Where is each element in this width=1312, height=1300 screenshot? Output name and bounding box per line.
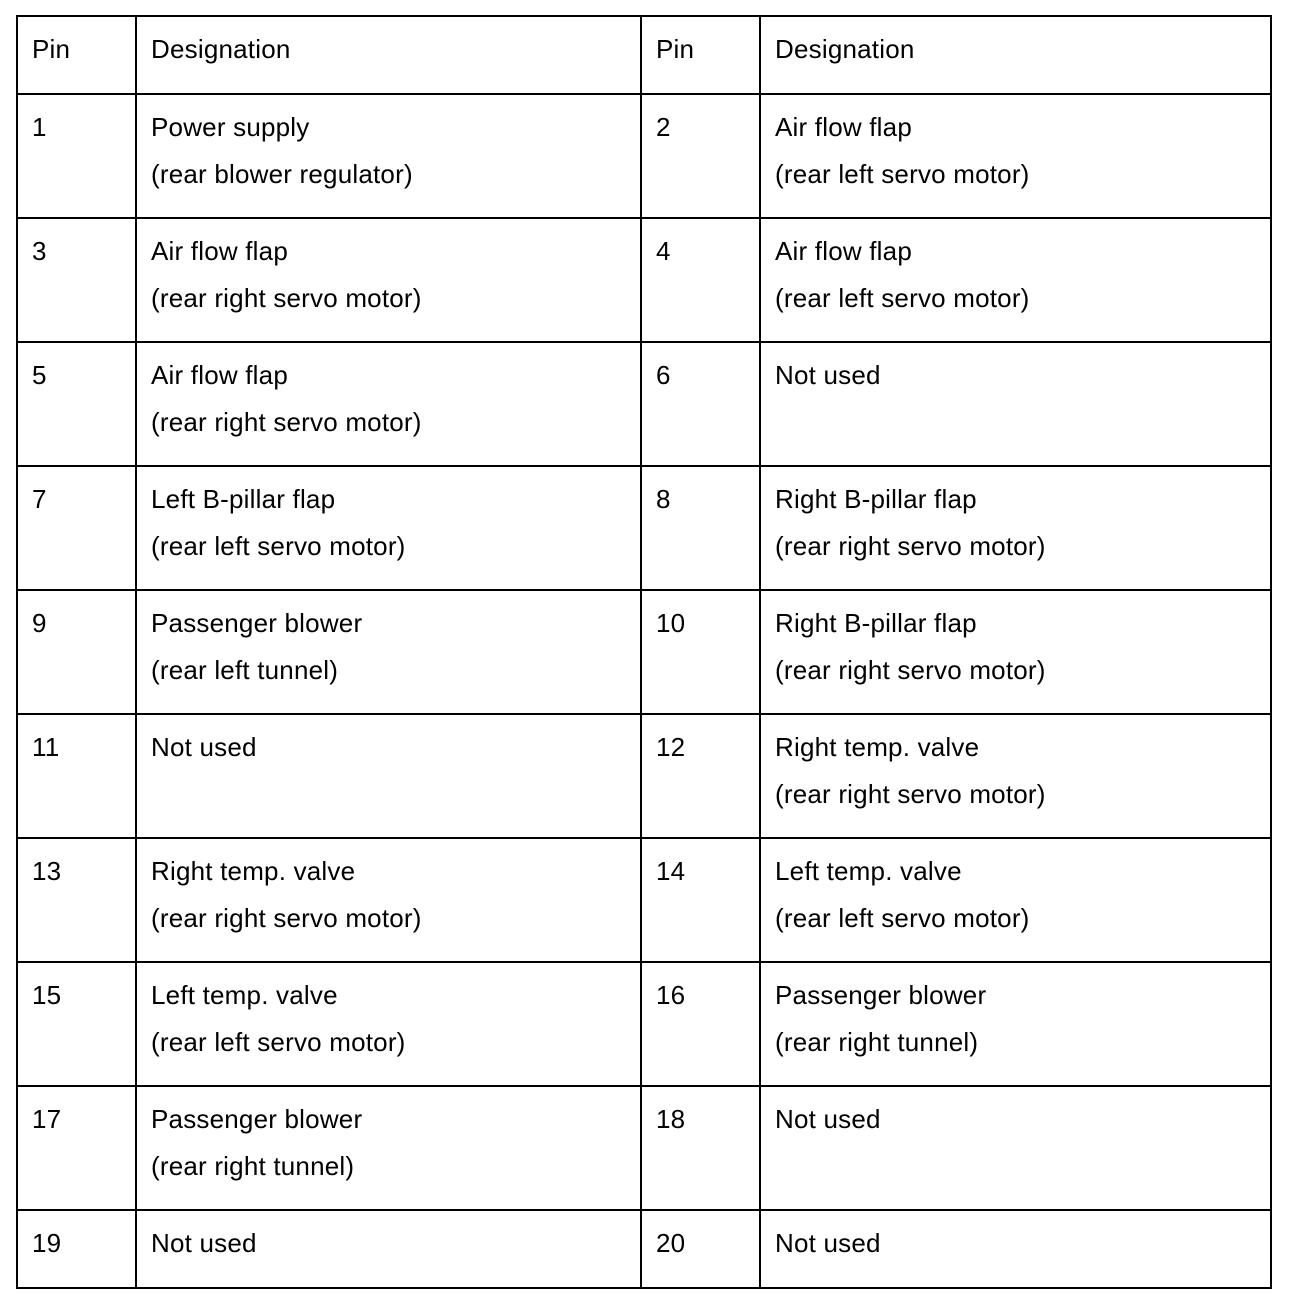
pin-number-left: 19 <box>17 1210 136 1288</box>
table-row <box>17 590 1271 714</box>
designation-line-1: Right temp. valve <box>775 732 980 762</box>
table-row <box>17 94 1271 218</box>
designation-line-1: Air flow flap <box>151 360 288 390</box>
designation-line-1: Right B-pillar flap <box>775 484 977 514</box>
pin-number-left: 11 <box>17 714 136 838</box>
pin-assignment-table <box>16 15 1272 1289</box>
designation-right <box>760 590 1271 714</box>
designation-line-2: (rear right servo motor) <box>775 531 1046 561</box>
designation-line-2: (rear right servo motor) <box>775 655 1046 685</box>
designation-line-1: Right temp. valve <box>151 856 356 886</box>
designation-line-2: (rear left servo motor) <box>775 903 1030 933</box>
table-header-row <box>17 16 1271 94</box>
pin-number-right: 6 <box>641 342 760 466</box>
designation-line-2: (rear left servo motor) <box>151 531 406 561</box>
designation-right <box>760 466 1271 590</box>
designation-right <box>760 94 1271 218</box>
table-row <box>17 1086 1271 1210</box>
pin-number-left: 9 <box>17 590 136 714</box>
designation-line-2: (rear right tunnel) <box>775 1027 979 1057</box>
designation-line-1: Left B-pillar flap <box>151 484 336 514</box>
pin-number-right: 18 <box>641 1086 760 1210</box>
designation-left <box>136 1210 641 1288</box>
designation-line-1: Not used <box>151 732 257 762</box>
designation-line-1: Air flow flap <box>775 236 912 266</box>
designation-left <box>136 1086 641 1210</box>
designation-right <box>760 1210 1271 1288</box>
designation-line-1: Left temp. valve <box>151 980 338 1010</box>
designation-line-2: (rear right servo motor) <box>775 779 1046 809</box>
header-pin-left: Pin <box>17 16 136 94</box>
table-row <box>17 962 1271 1086</box>
header-designation-left: Designation <box>136 16 641 94</box>
designation-line-1: Passenger blower <box>151 608 363 638</box>
designation-left <box>136 590 641 714</box>
table-body <box>17 94 1271 1288</box>
designation-left <box>136 218 641 342</box>
designation-right <box>760 342 1271 466</box>
designation-line-2: (rear right servo motor) <box>151 283 422 313</box>
designation-right <box>760 838 1271 962</box>
pin-number-right: 12 <box>641 714 760 838</box>
pin-number-right: 2 <box>641 94 760 218</box>
pin-number-right: 4 <box>641 218 760 342</box>
designation-line-2: (rear blower regulator) <box>151 159 413 189</box>
designation-line-2: (rear right servo motor) <box>151 903 422 933</box>
table-row <box>17 466 1271 590</box>
table-row <box>17 342 1271 466</box>
designation-line-1: Not used <box>775 360 881 390</box>
designation-line-2: (rear left servo motor) <box>775 283 1030 313</box>
designation-line-2: (rear right tunnel) <box>151 1151 355 1181</box>
designation-left <box>136 962 641 1086</box>
designation-left <box>136 838 641 962</box>
designation-line-2: (rear right servo motor) <box>151 407 422 437</box>
pin-number-right: 10 <box>641 590 760 714</box>
designation-line-1: Passenger blower <box>151 1104 363 1134</box>
designation-right <box>760 714 1271 838</box>
designation-line-2: (rear left servo motor) <box>775 159 1030 189</box>
pin-number-left: 3 <box>17 218 136 342</box>
designation-left <box>136 466 641 590</box>
designation-line-1: Air flow flap <box>151 236 288 266</box>
designation-right <box>760 962 1271 1086</box>
designation-line-1: Not used <box>775 1228 881 1258</box>
designation-line-1: Not used <box>775 1104 881 1134</box>
pin-number-left: 13 <box>17 838 136 962</box>
pin-number-left: 5 <box>17 342 136 466</box>
table-row <box>17 838 1271 962</box>
designation-line-1: Power supply <box>151 112 310 142</box>
designation-line-1: Right B-pillar flap <box>775 608 977 638</box>
designation-line-1: Left temp. valve <box>775 856 962 886</box>
header-pin-right: Pin <box>641 16 760 94</box>
table-row <box>17 714 1271 838</box>
table-row <box>17 218 1271 342</box>
header-designation-right: Designation <box>760 16 1271 94</box>
designation-left <box>136 342 641 466</box>
designation-right <box>760 218 1271 342</box>
pin-number-right: 8 <box>641 466 760 590</box>
designation-right <box>760 1086 1271 1210</box>
pin-number-right: 14 <box>641 838 760 962</box>
pin-number-right: 20 <box>641 1210 760 1288</box>
designation-left <box>136 714 641 838</box>
designation-left <box>136 94 641 218</box>
table-row <box>17 1210 1271 1288</box>
pin-number-right: 16 <box>641 962 760 1086</box>
designation-line-1: Air flow flap <box>775 112 912 142</box>
designation-line-2: (rear left tunnel) <box>151 655 339 685</box>
pin-number-left: 7 <box>17 466 136 590</box>
designation-line-1: Passenger blower <box>775 980 987 1010</box>
designation-line-2: (rear left servo motor) <box>151 1027 406 1057</box>
pin-number-left: 1 <box>17 94 136 218</box>
pin-number-left: 15 <box>17 962 136 1086</box>
designation-line-1: Not used <box>151 1228 257 1258</box>
pin-number-left: 17 <box>17 1086 136 1210</box>
